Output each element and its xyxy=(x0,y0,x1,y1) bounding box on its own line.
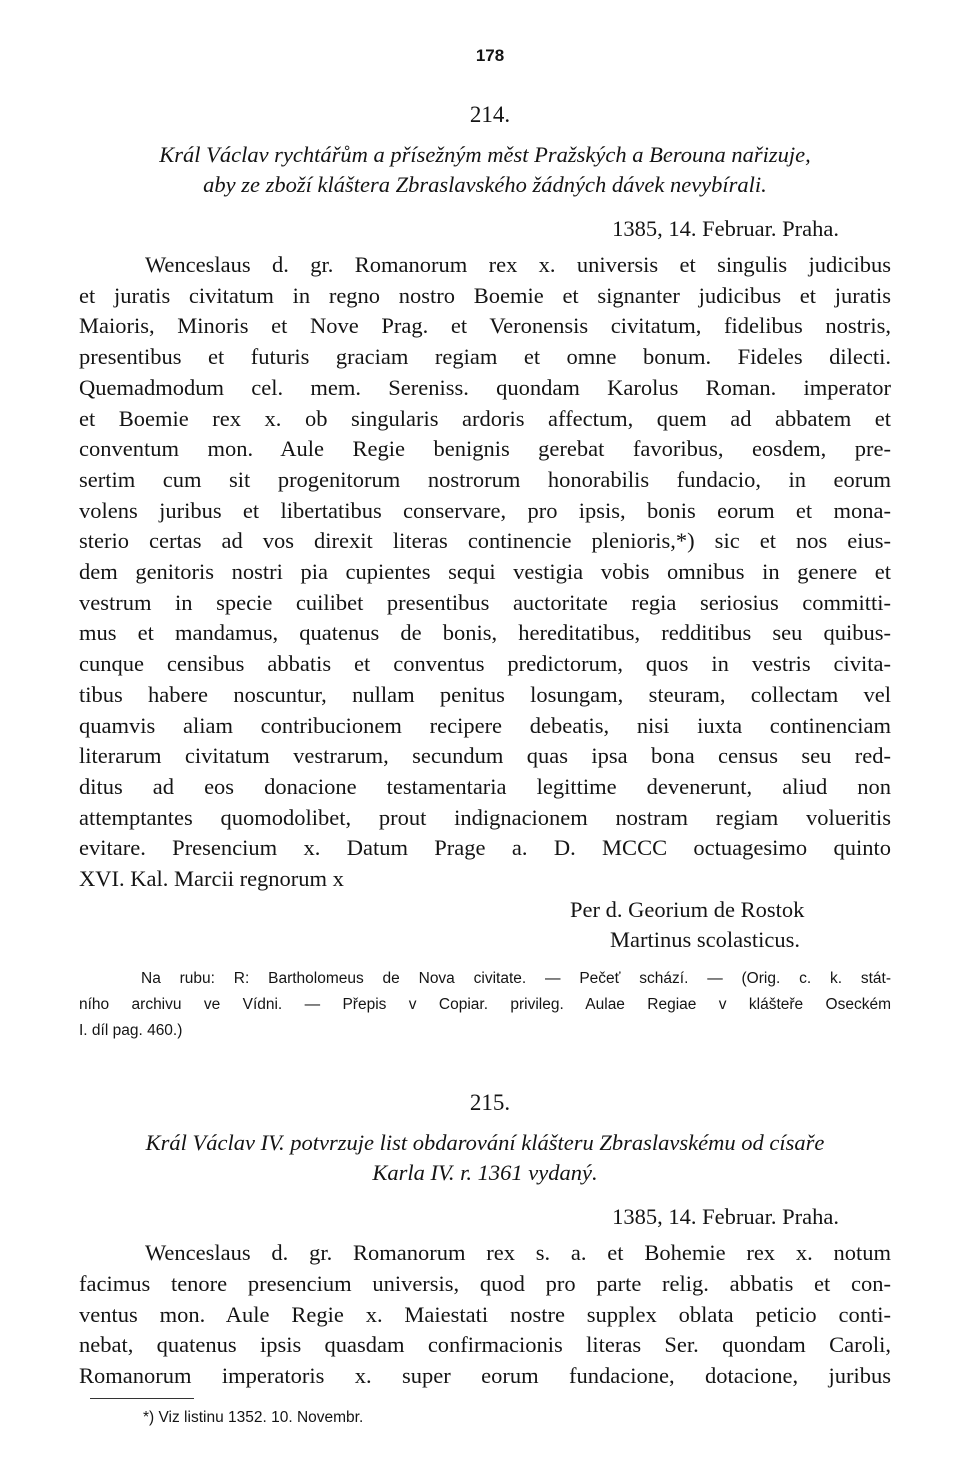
note-line: I. díl pag. 460.) xyxy=(79,1022,183,1040)
document-number: 214. xyxy=(469,102,511,127)
signature-line: Martinus scolasticus. xyxy=(610,927,800,953)
document-number: 215. xyxy=(469,1090,511,1116)
document-dateline: 1385, 14. Februar. Praha. xyxy=(612,1204,839,1230)
body-line: et juratis civitatum in regno nostro Boemie et signanter judicibus et juratis xyxy=(79,282,891,308)
document-heading xyxy=(79,1128,891,1188)
body-line: Romanorum imperatoris x. super eorum fundacione, dotacione, juribus xyxy=(79,1362,891,1388)
archival-note xyxy=(79,966,891,1044)
signature-line: Per d. Georium de Rostok xyxy=(570,896,805,922)
body-line: evitare. Presencium x. Datum Prage a. D. MCCC octuagesimo quinto xyxy=(79,835,891,861)
body-line: sterio certas ad vos direxit literas continencie plenioris,*) sic et nos eius- xyxy=(79,528,891,554)
document-body xyxy=(79,1238,891,1392)
body-line: Wenceslaus d. gr. Romanorum rex x. universis et singulis judicibus xyxy=(145,252,891,277)
body-line: XVI. Kal. Marcii regnorum x xyxy=(79,866,344,892)
body-line: et Boemie rex x. ob singularis ardoris affectum, quem ad abbatem et xyxy=(79,405,891,431)
heading-line: aby ze zboží kláštera Zbraslavského žádných dávek nevybírali. xyxy=(203,172,767,197)
page-number: 178 xyxy=(475,46,505,65)
body-line: ditus ad eos donacione testamentaria legittime devenerunt, aliud non xyxy=(79,773,891,799)
heading-line: Král Václav rychtářům a přísežným měst Pražských a Berouna nařizuje, xyxy=(159,142,811,167)
body-line: vestrum in specie cuilibet presentibus auctoritate regia seriosius committi- xyxy=(79,589,891,615)
body-line: presentibus et futuris graciam regiam et omne bonum. Fideles dilecti. xyxy=(79,344,891,370)
heading-line: Karla IV. r. 1361 vydaný. xyxy=(372,1160,598,1186)
body-line: volens juribus et libertatibus conservare, pro ipsis, bonis eorum et mona- xyxy=(79,497,891,523)
document-heading xyxy=(79,140,891,200)
body-line: dem genitoris nostri pia cupientes sequi vestigia vobis omnibus in genere et xyxy=(79,559,891,585)
document-signature xyxy=(79,895,891,956)
body-line: nebat, quatenus ipsis quasdam confirmacionis literas Ser. quondam Caroli, xyxy=(79,1332,891,1358)
body-line: Quemadmodum cel. mem. Sereniss. quondam Karolus Roman. imperator xyxy=(79,374,891,400)
body-line: Maioris, Minoris et Nove Prag. et Veronensis civitatum, fidelibus nostris, xyxy=(79,313,891,339)
document-body xyxy=(79,250,891,895)
page xyxy=(79,46,891,1392)
body-line: tibus habere noscuntur, nullam penitus losungam, steuram, collectam vel xyxy=(79,681,891,707)
document-dateline: 1385, 14. Februar. Praha. xyxy=(612,216,839,241)
heading-line: Král Václav IV. potvrzuje list obdarování klášteru Zbraslavskému od císaře xyxy=(145,1130,825,1156)
body-line: attemptantes quomodolibet, prout indignacionem nostram regiam volueritis xyxy=(79,804,891,830)
note-line: Na rubu: R: Bartholomeus de Nova civitate. — Pečeť schází. — (Orig. c. k. stát- xyxy=(141,970,891,988)
body-line: mus et mandamus, quatenus de bonis, hereditatibus, redditibus seu quibus- xyxy=(79,620,891,646)
body-line: quamvis aliam contribucionem recipere debeatis, nisi iuxta continenciam xyxy=(79,712,891,738)
body-line: facimus tenore presencium universis, quod pro parte relig. abbatis et con- xyxy=(79,1270,891,1296)
body-line: ventus mon. Aule Regie x. Maiestati nostre supplex oblata peticio conti- xyxy=(79,1301,891,1327)
body-line: literarum civitatum vestrarum, secundum quas ipsa bona census seu red- xyxy=(79,743,891,769)
footnote-divider xyxy=(90,1398,194,1399)
body-line: cunque censibus abbatis et conventus predictorum, quos in vestris civita- xyxy=(79,651,891,677)
body-line: Wenceslaus d. gr. Romanorum rex s. a. et Bohemie rex x. notum xyxy=(145,1240,891,1266)
note-line: ního archivu ve Vídni. — Přepis v Copiar. privileg. Aulae Regiae v klášteře Oseckém xyxy=(79,996,891,1014)
footnote: *) Viz listinu 1352. 10. Novembr. xyxy=(143,1409,364,1426)
body-line: sertim cum sit progenitorum nostrorum honorabilis fundacio, in eorum xyxy=(79,466,891,492)
body-line: conventum mon. Aule Regie benignis gerebat favoribus, eosdem, pre- xyxy=(79,436,891,462)
